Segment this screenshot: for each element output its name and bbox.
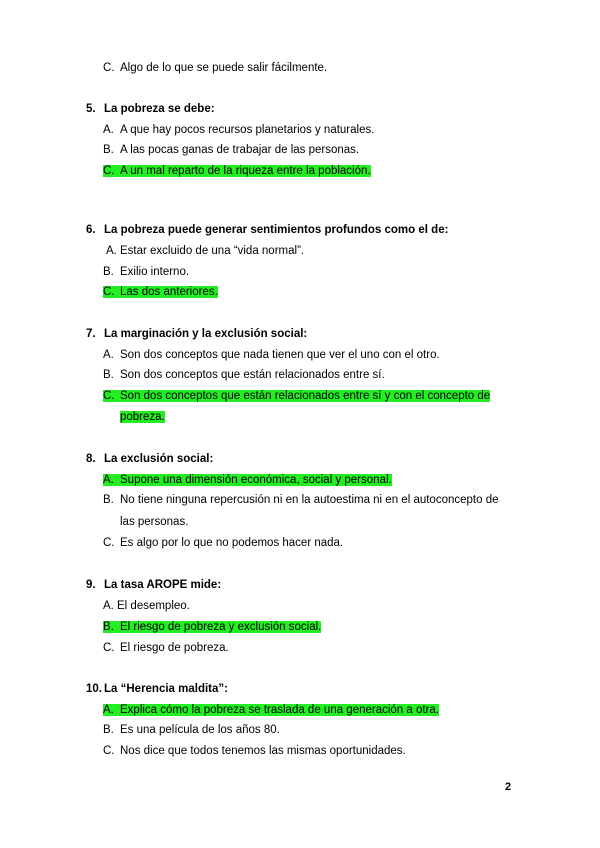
answer-highlight: pobreza. bbox=[120, 411, 165, 423]
question-8 bbox=[86, 451, 213, 467]
answer-highlight bbox=[103, 165, 371, 177]
option-9b bbox=[103, 619, 321, 635]
option-letter: B. bbox=[103, 621, 114, 633]
option-7a bbox=[103, 347, 440, 363]
option-8b bbox=[103, 492, 498, 508]
option-text: Explica cómo la pobreza se traslada de una generación a otra. bbox=[120, 704, 440, 716]
option-letter: A. bbox=[103, 474, 114, 486]
question-9 bbox=[86, 577, 221, 593]
option-letter: A. bbox=[103, 600, 114, 612]
option-letter: C. bbox=[103, 745, 115, 757]
option-letter: B. bbox=[103, 266, 114, 278]
option-text: El riesgo de pobreza. bbox=[120, 642, 229, 654]
option-8b-continuation bbox=[120, 514, 188, 530]
page-number: 2 bbox=[505, 781, 512, 793]
option-text: las personas. bbox=[120, 516, 189, 528]
option-text: A las pocas ganas de trabajar de las personas. bbox=[120, 144, 360, 156]
option-4c bbox=[103, 60, 327, 76]
option-letter: C. bbox=[103, 62, 115, 74]
option-8c bbox=[103, 535, 343, 551]
option-10c bbox=[103, 743, 406, 759]
option-letter: B. bbox=[103, 724, 114, 736]
option-letter: A. bbox=[103, 349, 114, 361]
question-text: La marginación y la exclusión social: bbox=[104, 328, 308, 340]
option-5a bbox=[103, 122, 374, 138]
option-letter: C. bbox=[103, 390, 115, 402]
question-number: 9. bbox=[86, 579, 96, 591]
answer-highlight bbox=[103, 286, 218, 298]
option-5c bbox=[103, 163, 371, 179]
option-text: No tiene ninguna repercusión ni en la autoestima ni en el autoconcepto de bbox=[120, 494, 499, 506]
option-text: Es una película de los años 80. bbox=[120, 724, 280, 736]
option-letter: A. bbox=[103, 124, 114, 136]
option-letter: C. bbox=[103, 642, 115, 654]
question-number: 8. bbox=[86, 453, 96, 465]
option-6a bbox=[106, 243, 304, 259]
option-5b bbox=[103, 142, 359, 158]
option-text: Es algo por lo que no podemos hacer nada. bbox=[120, 537, 344, 549]
question-10 bbox=[86, 681, 228, 697]
option-7c-continuation bbox=[120, 409, 165, 425]
answer-highlight bbox=[103, 390, 490, 402]
answer-highlight bbox=[103, 621, 321, 633]
option-8a bbox=[103, 472, 392, 488]
option-9a bbox=[103, 598, 190, 614]
question-number: 5. bbox=[86, 103, 96, 115]
option-letter: B. bbox=[103, 144, 114, 156]
question-text: La exclusión social: bbox=[104, 453, 214, 465]
option-letter: C. bbox=[103, 286, 115, 298]
option-text: Nos dice que todos tenemos las mismas oportunidades. bbox=[120, 745, 406, 757]
answer-highlight bbox=[103, 474, 392, 486]
option-letter: C. bbox=[103, 165, 115, 177]
option-letter: B. bbox=[103, 494, 114, 506]
question-5 bbox=[86, 101, 215, 117]
question-text: La tasa AROPE mide: bbox=[104, 579, 222, 591]
question-number: 7. bbox=[86, 328, 96, 340]
option-text: El desempleo. bbox=[117, 600, 190, 612]
option-text: Las dos anteriores. bbox=[120, 286, 218, 298]
option-text: A un mal reparto de la riqueza entre la población. bbox=[120, 165, 371, 177]
option-text: A que hay pocos recursos planetarios y naturales. bbox=[120, 124, 375, 136]
question-number: 10. bbox=[86, 683, 102, 695]
question-7 bbox=[86, 326, 307, 342]
question-number: 6. bbox=[86, 224, 96, 236]
option-text: El riesgo de pobreza y exclusión social. bbox=[120, 621, 322, 633]
option-letter: B. bbox=[103, 369, 114, 381]
question-text: La pobreza puede generar sentimientos profundos como el de: bbox=[104, 224, 449, 236]
answer-highlight bbox=[103, 704, 439, 716]
option-text: Son dos conceptos que nada tienen que ver el uno con el otro. bbox=[120, 349, 440, 361]
option-letter: A. bbox=[106, 245, 117, 257]
option-7c bbox=[103, 388, 490, 404]
option-10b bbox=[103, 722, 280, 738]
option-text: Exilio interno. bbox=[120, 266, 190, 278]
option-text: Algo de lo que se puede salir fácilmente. bbox=[120, 62, 328, 74]
question-text: La “Herencia maldita”: bbox=[104, 683, 228, 695]
option-6b bbox=[103, 264, 189, 280]
option-10a bbox=[103, 702, 439, 718]
option-text: Son dos conceptos que están relacionados entre sí. bbox=[120, 369, 385, 381]
option-6c bbox=[103, 284, 218, 300]
option-7b bbox=[103, 367, 385, 383]
question-text: La pobreza se debe: bbox=[104, 103, 215, 115]
option-text: Supone una dimensión económica, social y personal. bbox=[120, 474, 392, 486]
question-6 bbox=[86, 222, 448, 238]
option-9c bbox=[103, 640, 229, 656]
option-letter: C. bbox=[103, 537, 115, 549]
option-letter: A. bbox=[103, 704, 114, 716]
option-text: Son dos conceptos que están relacionados entre sí y con el concepto de bbox=[120, 390, 491, 402]
option-text: Estar excluido de una “vida normal”. bbox=[120, 245, 305, 257]
